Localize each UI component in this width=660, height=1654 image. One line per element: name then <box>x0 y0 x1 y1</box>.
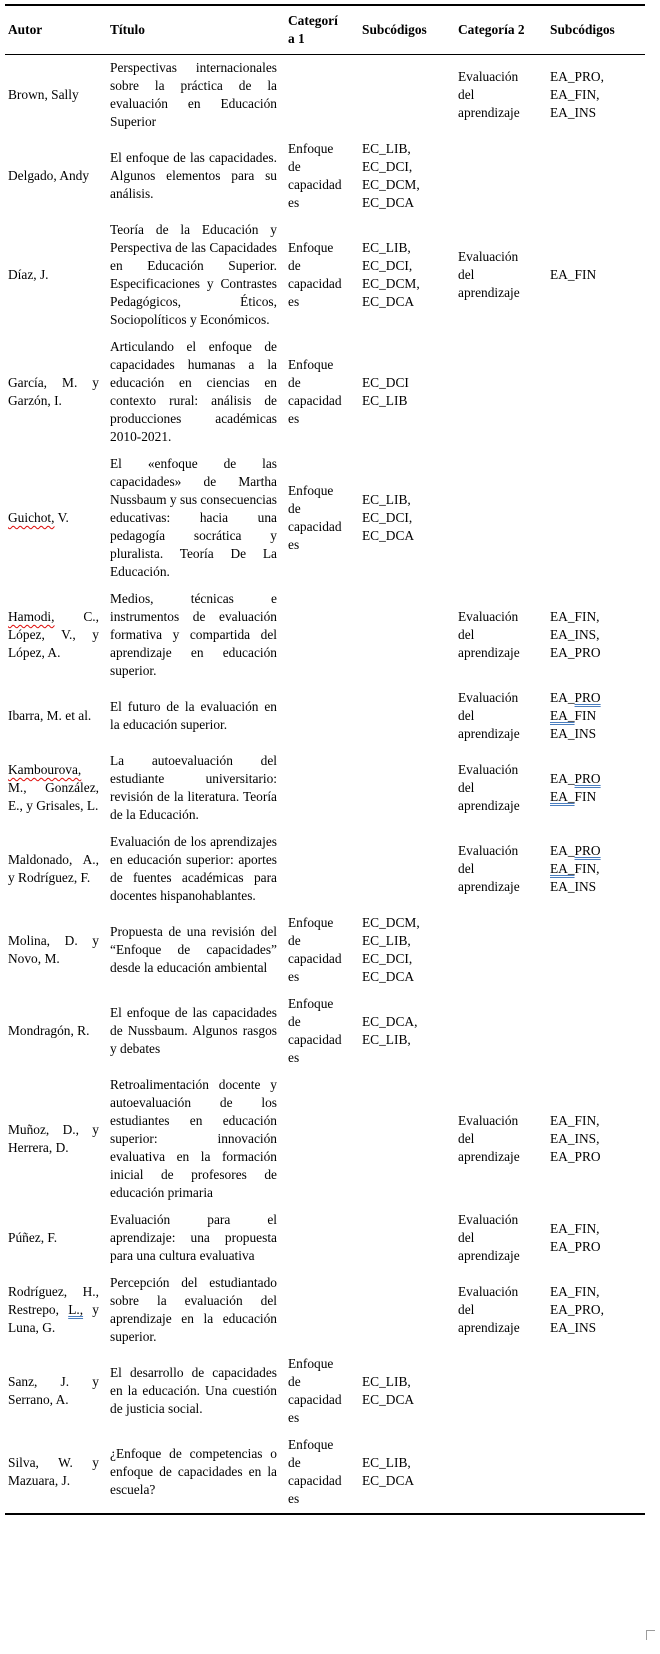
text-segment: Díaz, J. <box>8 267 49 282</box>
text-segment: EA_PRO, <box>550 1302 604 1317</box>
text-segment: EA_PRO <box>550 1149 601 1164</box>
text-segment: EC_DCA <box>362 1392 415 1407</box>
codes-table <box>5 4 645 1515</box>
text-segment: M., González, E., y Grisales, L. <box>8 780 99 813</box>
title-cell: El enfoque de las capacidades de Nussbaum. Algunos rasgos y debates <box>110 1005 277 1056</box>
category2-cell <box>455 991 547 1072</box>
subcodes2-cell <box>547 1351 645 1432</box>
text-segment: EC_LIB <box>362 393 408 408</box>
subcodes1-cell <box>359 217 455 334</box>
subcodes1-cell <box>359 910 455 991</box>
subcodes2-cell <box>547 55 645 137</box>
header-autor: Autor <box>5 5 107 55</box>
text-segment: EC_LIB, <box>362 492 411 507</box>
text-segment: EA_INS <box>550 1320 597 1335</box>
table-row <box>5 685 645 748</box>
author-cell <box>5 136 107 217</box>
category2-cell <box>455 1432 547 1514</box>
subcodes1-cell <box>359 1351 455 1432</box>
text-segment: EC_LIB, <box>362 240 411 255</box>
header-subcodigos-2: Subcódigos <box>547 5 645 55</box>
text-segment: EA_FIN, <box>550 1284 600 1299</box>
subcodes1-cell <box>359 334 455 451</box>
subcodes2-cell <box>547 451 645 586</box>
table-row <box>5 1270 645 1351</box>
text-segment: García, M. y Garzón, I. <box>8 375 99 408</box>
title-cell: ¿Enfoque de competencias o enfoque de capacidades en la escuela? <box>110 1446 277 1497</box>
text-segment: EA_INS, <box>550 627 600 642</box>
category2-cell <box>455 451 547 586</box>
category1-cell: Enfoque de capacidades <box>288 996 342 1065</box>
category1-cell: Enfoque de capacidades <box>288 357 342 426</box>
subcodes1-cell <box>359 1270 455 1351</box>
text-segment: EC_DCI, <box>362 159 413 174</box>
title-cell: Propuesta de una revisión del “Enfoque de capacidades” desde la educación ambiental <box>110 924 277 975</box>
text-segment: C., López, V., y López, A. <box>8 609 99 660</box>
category2-cell: Evaluación del aprendizaje <box>458 249 520 300</box>
subcodes2-cell <box>547 685 645 748</box>
table-row <box>5 1072 645 1207</box>
subcodes1-cell <box>359 55 455 137</box>
category2-cell: Evaluación del aprendizaje <box>458 762 520 813</box>
text-segment: Silva, W. y Mazuara, J. <box>8 1455 99 1488</box>
category1-cell <box>285 748 359 829</box>
text-segment: Mondragón, R. <box>8 1023 90 1038</box>
title-cell: El futuro de la evaluación en la educación superior. <box>110 699 277 732</box>
category1-cell <box>285 1072 359 1207</box>
text-segment: Púñez, F. <box>8 1230 58 1245</box>
table-row <box>5 55 645 137</box>
text-segment: Ibarra, M. et al. <box>8 708 92 723</box>
text-segment: EA_FIN, <box>550 1221 600 1236</box>
subcodes2-cell <box>547 1432 645 1514</box>
category1-cell: Enfoque de capacidades <box>288 240 342 309</box>
text-segment: EC_LIB, <box>362 1455 411 1470</box>
category1-cell <box>285 1270 359 1351</box>
subcodes1-cell <box>359 1207 455 1270</box>
table-row <box>5 910 645 991</box>
author-cell <box>5 991 107 1072</box>
text-segment: EC_DCA <box>362 528 415 543</box>
subcodes2-cell <box>547 1072 645 1207</box>
grammar-flag: L., <box>68 1302 84 1317</box>
spellcheck-flag: Kambourova, <box>8 762 82 777</box>
header-subcodigos-1: Subcódigos <box>359 5 455 55</box>
title-cell: Teoría de la Educación y Perspectiva de las Capacidades en Educación Superior. Especificaciones y Contrastes Pedagógicos, Éticos, Sociopolíticos y Económicos. <box>110 222 277 327</box>
text-segment: EC_DCI, <box>362 510 413 525</box>
author-cell <box>5 586 107 685</box>
text-segment: EC_LIB, <box>362 1374 411 1389</box>
grammar-flag: EA_ <box>550 708 575 723</box>
text-segment: EA_FIN, <box>550 1113 600 1128</box>
category1-cell: Enfoque de capacidades <box>288 1356 342 1425</box>
text-segment: EC_DCA <box>362 294 415 309</box>
table-row <box>5 1351 645 1432</box>
spellcheck-flag: Hamodi, <box>8 609 55 624</box>
author-cell <box>5 1072 107 1207</box>
title-cell: El desarrollo de capacidades en la educación. Una cuestión de justicia social. <box>110 1365 277 1416</box>
subcodes2-cell <box>547 136 645 217</box>
author-cell <box>5 829 107 910</box>
title-cell: Medios, técnicas e instrumentos de evaluación formativa y compartida del aprendizaje en educación superior. <box>110 591 277 678</box>
category2-cell <box>455 1351 547 1432</box>
text-segment: EC_DCM, <box>362 177 420 192</box>
category1-cell <box>285 586 359 685</box>
grammar-flag: EA_ <box>550 789 575 804</box>
text-segment: V. <box>54 510 69 525</box>
text-segment: EA_ <box>550 843 575 858</box>
text-segment: FIN <box>574 708 597 723</box>
subcodes1-cell <box>359 1432 455 1514</box>
text-segment: EC_DCI, <box>362 258 413 273</box>
text-segment: Maldonado, A., y Rodríguez, F. <box>8 852 99 885</box>
text-segment: EC_LIB, <box>362 933 411 948</box>
text-segment: EC_DCA <box>362 1473 415 1488</box>
author-cell <box>5 1351 107 1432</box>
author-cell <box>5 1432 107 1514</box>
header-row <box>5 5 645 55</box>
category1-cell <box>285 829 359 910</box>
category1-cell <box>285 685 359 748</box>
subcodes2-cell <box>547 748 645 829</box>
text-segment: Sanz, J. y Serrano, A. <box>8 1374 99 1407</box>
text-segment: y Luna, G. <box>8 1302 99 1335</box>
text-segment: Rodríguez, H., Restrepo, <box>8 1284 99 1317</box>
table-row <box>5 136 645 217</box>
title-cell: La autoevaluación del estudiante universitario: revisión de la literatura. Teoría de la Educación. <box>110 753 277 822</box>
category2-cell: Evaluación del aprendizaje <box>458 690 520 741</box>
category2-cell: Evaluación del aprendizaje <box>458 1284 520 1335</box>
subcodes1-cell <box>359 1072 455 1207</box>
category2-cell: Evaluación del aprendizaje <box>458 843 520 894</box>
subcodes1-cell <box>359 586 455 685</box>
subcodes1-cell <box>359 451 455 586</box>
title-cell: Retroalimentación docente y autoevaluación de los estudiantes en educación superior: innovación evaluativa en la formación inicial de profesores de educación primaria <box>110 1077 277 1200</box>
text-segment: EA_INS <box>550 879 597 894</box>
subcodes1-cell <box>359 136 455 217</box>
title-cell: Evaluación de los aprendizajes en educación superior: aportes de fuentes académicas para docentes hispanohablantes. <box>110 834 277 903</box>
subcodes2-cell <box>547 586 645 685</box>
spellcheck-flag: Guichot, <box>8 510 55 525</box>
category2-cell: Evaluación del aprendizaje <box>458 609 520 660</box>
text-segment: EA_PRO <box>550 1239 601 1254</box>
subcodes2-cell <box>547 1270 645 1351</box>
text-segment: EA_PRO <box>550 645 601 660</box>
table-row <box>5 829 645 910</box>
category1-cell: Enfoque de capacidades <box>288 141 342 210</box>
grammar-flag: PRO <box>574 690 601 705</box>
table-row <box>5 1432 645 1514</box>
author-cell <box>5 55 107 137</box>
author-cell <box>5 1270 107 1351</box>
table-corner-mark <box>646 1630 655 1640</box>
category1-cell <box>285 1207 359 1270</box>
author-cell <box>5 1207 107 1270</box>
author-cell <box>5 334 107 451</box>
author-cell <box>5 748 107 829</box>
header-categoria-1: Categoría 1 <box>285 5 359 55</box>
title-cell: Evaluación para el aprendizaje: una propuesta para una cultura evaluativa <box>110 1212 277 1263</box>
text-segment: EA_PRO, <box>550 69 604 84</box>
header-titulo: Título <box>107 5 285 55</box>
text-segment: Brown, Sally <box>8 87 79 102</box>
category2-cell: Evaluación del aprendizaje <box>458 1212 520 1263</box>
text-segment: EA_INS <box>550 105 597 120</box>
category1-cell <box>285 55 359 137</box>
table-body <box>5 55 645 1515</box>
text-segment: EC_DCM, <box>362 276 420 291</box>
header-categoria-2: Categoría 2 <box>455 5 547 55</box>
text-segment: EA_ <box>550 771 575 786</box>
title-cell: Percepción del estudiantado sobre la evaluación del aprendizaje en la educación superior. <box>110 1275 277 1344</box>
author-cell <box>5 685 107 748</box>
category2-cell: Evaluación del aprendizaje <box>458 69 520 120</box>
text-segment: Molina, D. y Novo, M. <box>8 933 99 966</box>
subcodes2-cell <box>547 991 645 1072</box>
subcodes2-cell <box>547 1207 645 1270</box>
title-cell: El enfoque de las capacidades. Algunos elementos para su análisis. <box>110 150 277 201</box>
category1-cell: Enfoque de capacidades <box>288 483 342 552</box>
title-cell: Perspectivas internacionales sobre la práctica de la evaluación en Educación Superior <box>110 60 277 129</box>
table-row <box>5 748 645 829</box>
text-segment: EA_FIN <box>550 267 597 282</box>
text-segment: EC_DCA <box>362 195 415 210</box>
grammar-flag: PRO <box>574 843 601 858</box>
table-header <box>5 5 645 55</box>
author-cell <box>5 217 107 334</box>
table-row <box>5 334 645 451</box>
text-segment: EC_DCA, <box>362 1014 418 1029</box>
grammar-flag: EA_ <box>550 861 575 876</box>
subcodes2-cell <box>547 829 645 910</box>
text-segment: EC_DCI, <box>362 951 413 966</box>
subcodes1-cell <box>359 991 455 1072</box>
category2-cell <box>455 910 547 991</box>
category2-cell <box>455 334 547 451</box>
table-row <box>5 451 645 586</box>
text-segment: EC_DCM, <box>362 915 420 930</box>
category2-cell: Evaluación del aprendizaje <box>458 1113 520 1164</box>
subcodes1-cell <box>359 829 455 910</box>
text-segment: EC_LIB, <box>362 1032 411 1047</box>
title-cell: Articulando el enfoque de capacidades humanas a la educación en ciencias en contexto rural: análisis de producciones académicas 2010-2021. <box>110 339 277 444</box>
category1-cell: Enfoque de capacidades <box>288 1437 342 1506</box>
subcodes2-cell <box>547 334 645 451</box>
subcodes2-cell <box>547 910 645 991</box>
text-segment: EC_DCI <box>362 375 409 390</box>
author-cell <box>5 451 107 586</box>
text-segment: EC_DCA <box>362 969 415 984</box>
table-row <box>5 217 645 334</box>
text-segment: EA_INS <box>550 726 597 741</box>
category1-cell: Enfoque de capacidades <box>288 915 342 984</box>
text-segment: EA_INS, <box>550 1131 600 1146</box>
subcodes2-cell <box>547 217 645 334</box>
text-segment: EA_FIN, <box>550 87 600 102</box>
grammar-flag: PRO <box>574 771 601 786</box>
subcodes1-cell <box>359 748 455 829</box>
author-cell <box>5 910 107 991</box>
subcodes1-cell <box>359 685 455 748</box>
text-segment: EC_LIB, <box>362 141 411 156</box>
text-segment: Muñoz, D., y Herrera, D. <box>8 1122 99 1155</box>
text-segment: FIN, <box>574 861 600 876</box>
table-row <box>5 586 645 685</box>
category2-cell <box>455 136 547 217</box>
text-segment: FIN <box>574 789 597 804</box>
text-segment: EA_ <box>550 690 575 705</box>
text-segment: Delgado, Andy <box>8 168 90 183</box>
title-cell: El «enfoque de las capacidades» de Martha Nussbaum y sus consecuencias educativas: hacia una pedagogía socrática y pluralista. Teoría De La Educación. <box>110 456 277 579</box>
table-row <box>5 991 645 1072</box>
table-row <box>5 1207 645 1270</box>
text-segment: EA_FIN, <box>550 609 600 624</box>
